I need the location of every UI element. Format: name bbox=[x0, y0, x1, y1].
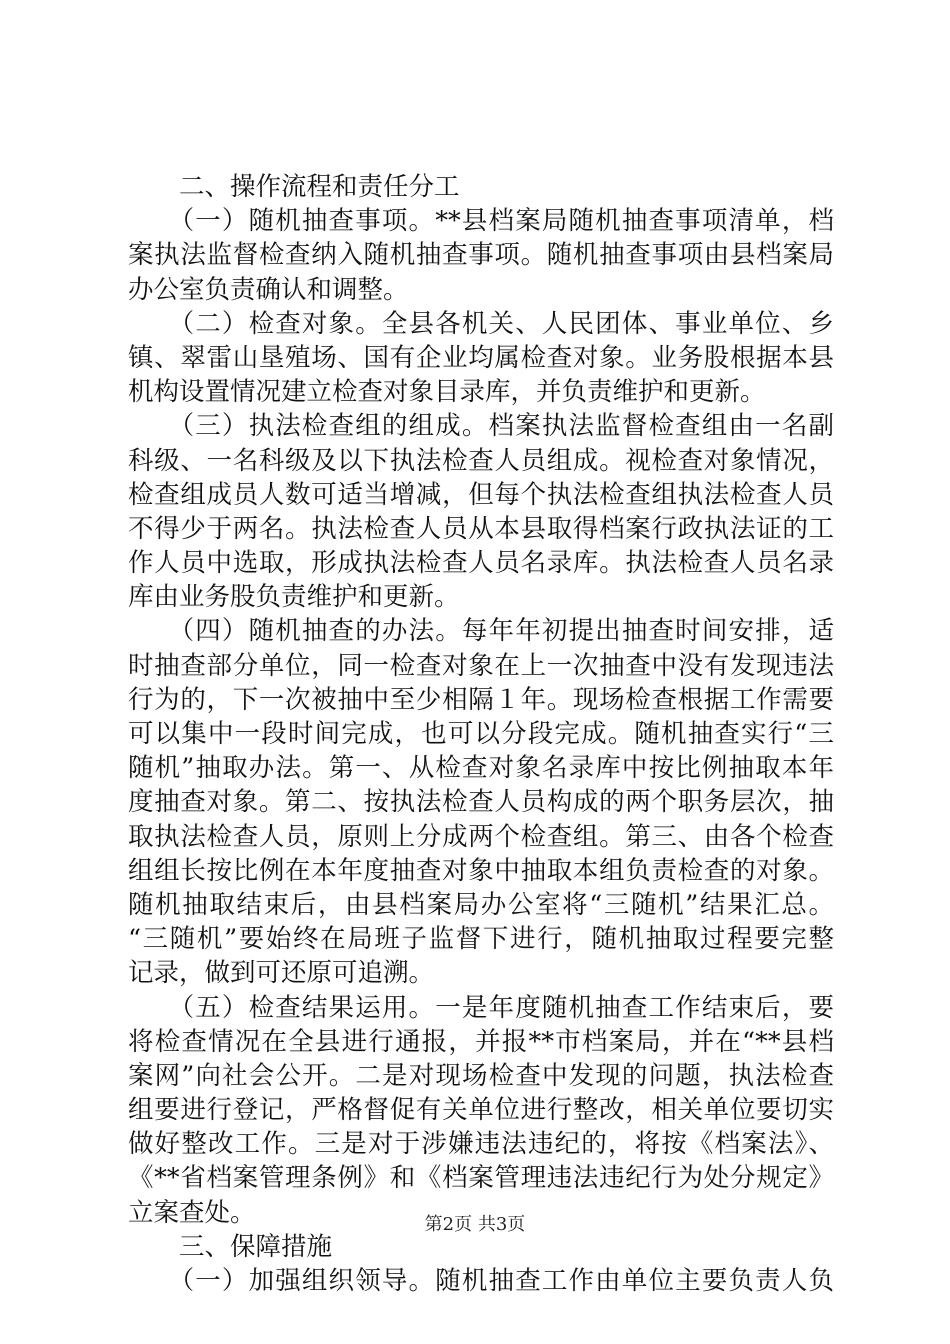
paragraph-line: （二）检查对象。全县各机关、人民团体、事业单位、乡 bbox=[128, 308, 834, 339]
paragraph-line: 可以集中一段时间完成，也可以分段完成。随机抽查实行“三 bbox=[128, 719, 834, 749]
paragraph-line: 记录，做到可还原可追溯。 bbox=[128, 958, 435, 989]
paragraph-line: 行为的，下一次被抽中至少相隔１年。现场检查根据工作需要 bbox=[128, 684, 834, 715]
paragraph-line: “三随机”要始终在局班子监督下进行，随机抽取过程要完整 bbox=[128, 924, 834, 955]
paragraph-line: 取执法检查人员，原则上分成两个检查组。第三、由各个检查 bbox=[128, 821, 834, 852]
paragraph-line: 库由业务股负责维护和更新。 bbox=[128, 582, 460, 613]
paragraph-line: 组要进行登记，严格督促有关单位进行整改，相关单位要切实 bbox=[128, 1095, 834, 1126]
paragraph-line: 随机抽取结束后，由县档案局办公室将“三随机”结果汇总。 bbox=[128, 889, 834, 920]
paragraph-line: 机构设置情况建立检查对象目录库，并负责维护和更新。 bbox=[128, 377, 766, 408]
paragraph-line: （三）执法检查组的组成。档案执法监督检查组由一名副 bbox=[128, 411, 834, 442]
paragraph-line: （一）随机抽查事项。**县档案局随机抽查事项清单，档 bbox=[128, 206, 834, 237]
paragraph-line: 案执法监督检查纳入随机抽查事项。随机抽查事项由县档案局 bbox=[128, 240, 834, 271]
paragraph-line: 镇、翠雷山垦殖场、国有企业均属检查对象。业务股根据本县 bbox=[128, 342, 834, 373]
paragraph-line: 立案查处。 bbox=[128, 1197, 256, 1228]
paragraph-line: 将检查情况在全县进行通报，并报**市档案局，并在“**县档 bbox=[128, 1026, 834, 1057]
paragraph-line: 随机”抽取办法。第一、从检查对象名录库中按比例抽取本年 bbox=[128, 753, 834, 784]
page-footer: 第2页 共3页 bbox=[424, 1214, 526, 1235]
document-body bbox=[128, 170, 834, 1298]
paragraph-line: （四）随机抽查的办法。每年年初提出抽查时间安排，适 bbox=[128, 616, 834, 647]
paragraph-line: 办公室负责确认和调整。 bbox=[128, 274, 409, 305]
paragraph-line: 做好整改工作。三是对于涉嫌违法违纪的，将按《档案法》、 bbox=[128, 1129, 834, 1160]
paragraph-line: 案网”向社会公开。二是对现场检查中发现的问题，执法检查 bbox=[128, 1060, 834, 1091]
paragraph-line: 《**省档案管理条例》和《档案管理违法违纪行为处分规定》 bbox=[128, 1163, 834, 1194]
paragraph-line: 检查组成员人数可适当增减，但每个执法检查组执法检查人员 bbox=[128, 479, 834, 510]
paragraph-line: （一）加强组织领导。随机抽查工作由单位主要负责人负 bbox=[128, 1266, 834, 1296]
paragraph-line: 不得少于两名。执法检查人员从本县取得档案行政执法证的工 bbox=[128, 513, 834, 544]
paragraph-line: 组组长按比例在本年度抽查对象中抽取本组负责检查的对象。 bbox=[128, 855, 834, 886]
paragraph-line: 时抽查部分单位，同一检查对象在上一次抽查中没有发现违法 bbox=[128, 650, 834, 681]
paragraph-line: 科级、一名科级及以下执法检查人员组成。视检查对象情况， bbox=[128, 445, 834, 476]
paragraph-line: （五）检查结果运用。一是年度随机抽查工作结束后，要 bbox=[128, 992, 834, 1023]
section-heading: 三、保障措施 bbox=[128, 1231, 333, 1262]
section-heading: 二、操作流程和责任分工 bbox=[128, 172, 460, 202]
paragraph-line: 度抽查对象。第二、按执法检查人员构成的两个职务层次，抽 bbox=[128, 787, 834, 818]
paragraph-line: 作人员中选取，形成执法检查人员名录库。执法检查人员名录 bbox=[128, 548, 834, 579]
